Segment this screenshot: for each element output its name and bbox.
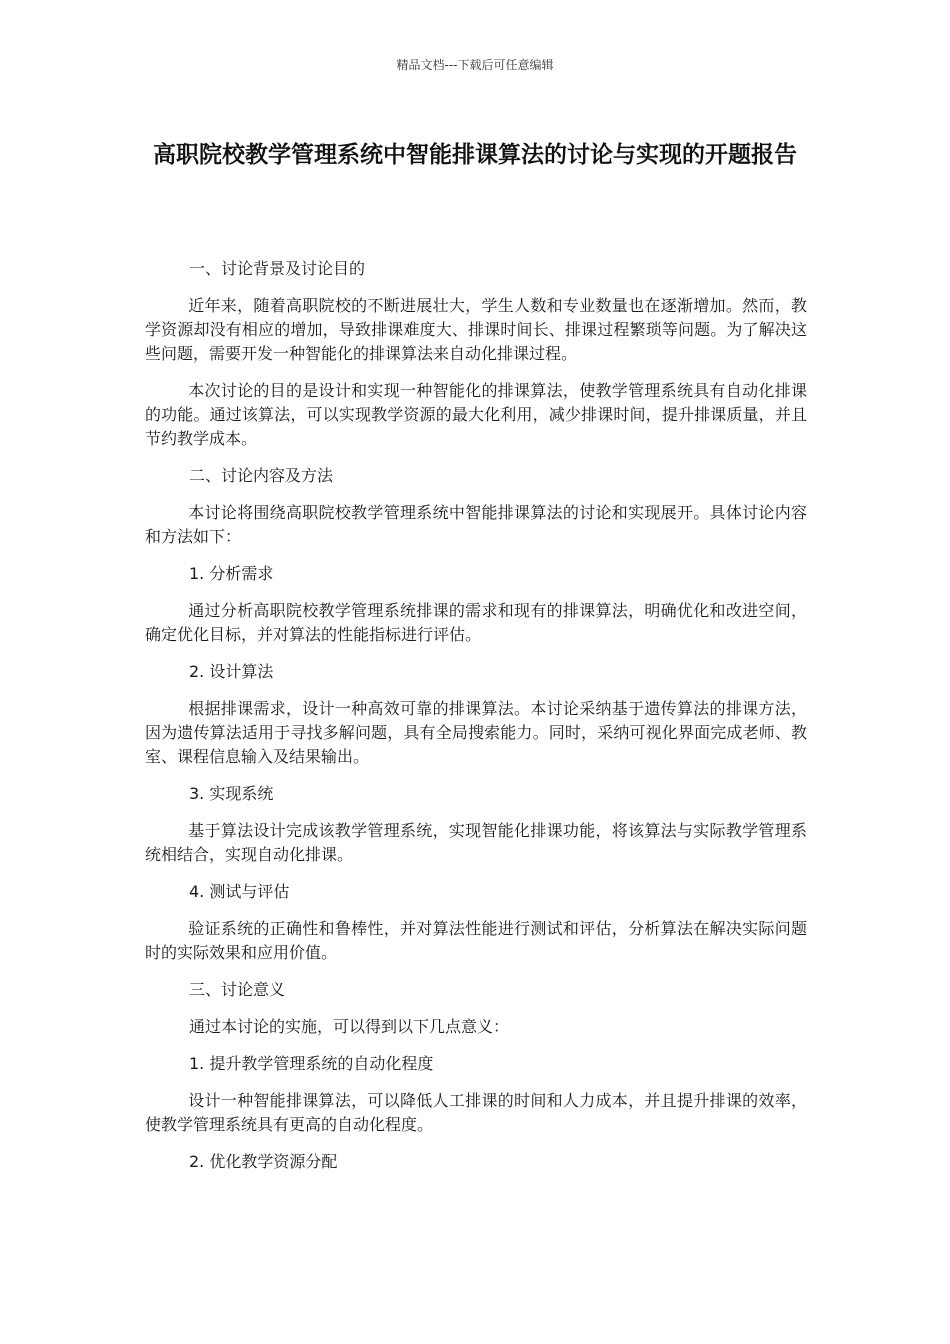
paragraph-background: 近年来，随着高职院校的不断进展壮大，学生人数和专业数量也在逐渐增加。然而，教学资源却没有相应的增加，导致排课难度大、排课时间长、排课过程繁琐等问题。为了解决这些问题，需要开发一种智能化的排课算法来自动化排课过程。 bbox=[145, 296, 807, 363]
document-title: 高职院校教学管理系统中智能排课算法的讨论与实现的开题报告 bbox=[153, 142, 797, 168]
subheading-design-algorithm: 2. 设计算法 bbox=[189, 662, 274, 681]
section-heading-content-methods: 二、讨论内容及方法 bbox=[189, 466, 334, 485]
subheading-implement-system: 3. 实现系统 bbox=[189, 784, 274, 803]
subheading-automation: 1. 提升教学管理系统的自动化程度 bbox=[189, 1054, 434, 1073]
paragraph-content-intro: 本讨论将围绕高职院校教学管理系统中智能排课算法的讨论和实现展开。具体讨论内容和方法如下： bbox=[145, 503, 807, 546]
subheading-test-evaluate: 4. 测试与评估 bbox=[189, 882, 290, 901]
section-heading-significance: 三、讨论意义 bbox=[189, 980, 286, 999]
paragraph-purpose: 本次讨论的目的是设计和实现一种智能化的排课算法，使教学管理系统具有自动化排课的功能。通过该算法，可以实现教学资源的最大化利用，减少排课时间，提升排课质量，并且节约教学成本。 bbox=[145, 381, 807, 448]
subheading-analyze-requirements: 1. 分析需求 bbox=[189, 564, 274, 583]
section-heading-background: 一、讨论背景及讨论目的 bbox=[189, 259, 366, 278]
paragraph-implement-system: 基于算法设计完成该教学管理系统，实现智能化排课功能，将该算法与实际教学管理系统相结合，实现自动化排课。 bbox=[145, 821, 807, 864]
paragraph-test-evaluate: 验证系统的正确性和鲁棒性，并对算法性能进行测试和评估，分析算法在解决实际问题时的实际效果和应用价值。 bbox=[145, 919, 807, 962]
paragraph-analyze-requirements: 通过分析高职院校教学管理系统排课的需求和现有的排课算法，明确优化和改进空间，确定优化目标，并对算法的性能指标进行评估。 bbox=[145, 601, 807, 644]
page-header: 精品文档---下载后可任意编辑 bbox=[396, 58, 554, 72]
paragraph-design-algorithm: 根据排课需求，设计一种高效可靠的排课算法。本讨论采纳基于遗传算法的排课方法，因为遗传算法适用于寻找多解问题，具有全局搜索能力。同时，采纳可视化界面完成老师、教室、课程信息输入及结果输出。 bbox=[145, 699, 807, 766]
subheading-resource-allocation: 2. 优化教学资源分配 bbox=[189, 1152, 338, 1171]
paragraph-automation: 设计一种智能排课算法，可以降低人工排课的时间和人力成本，并且提升排课的效率，使教学管理系统具有更高的自动化程度。 bbox=[145, 1091, 807, 1134]
document-body bbox=[145, 257, 807, 1187]
paragraph-significance-intro: 通过本讨论的实施，可以得到以下几点意义： bbox=[189, 1017, 510, 1036]
